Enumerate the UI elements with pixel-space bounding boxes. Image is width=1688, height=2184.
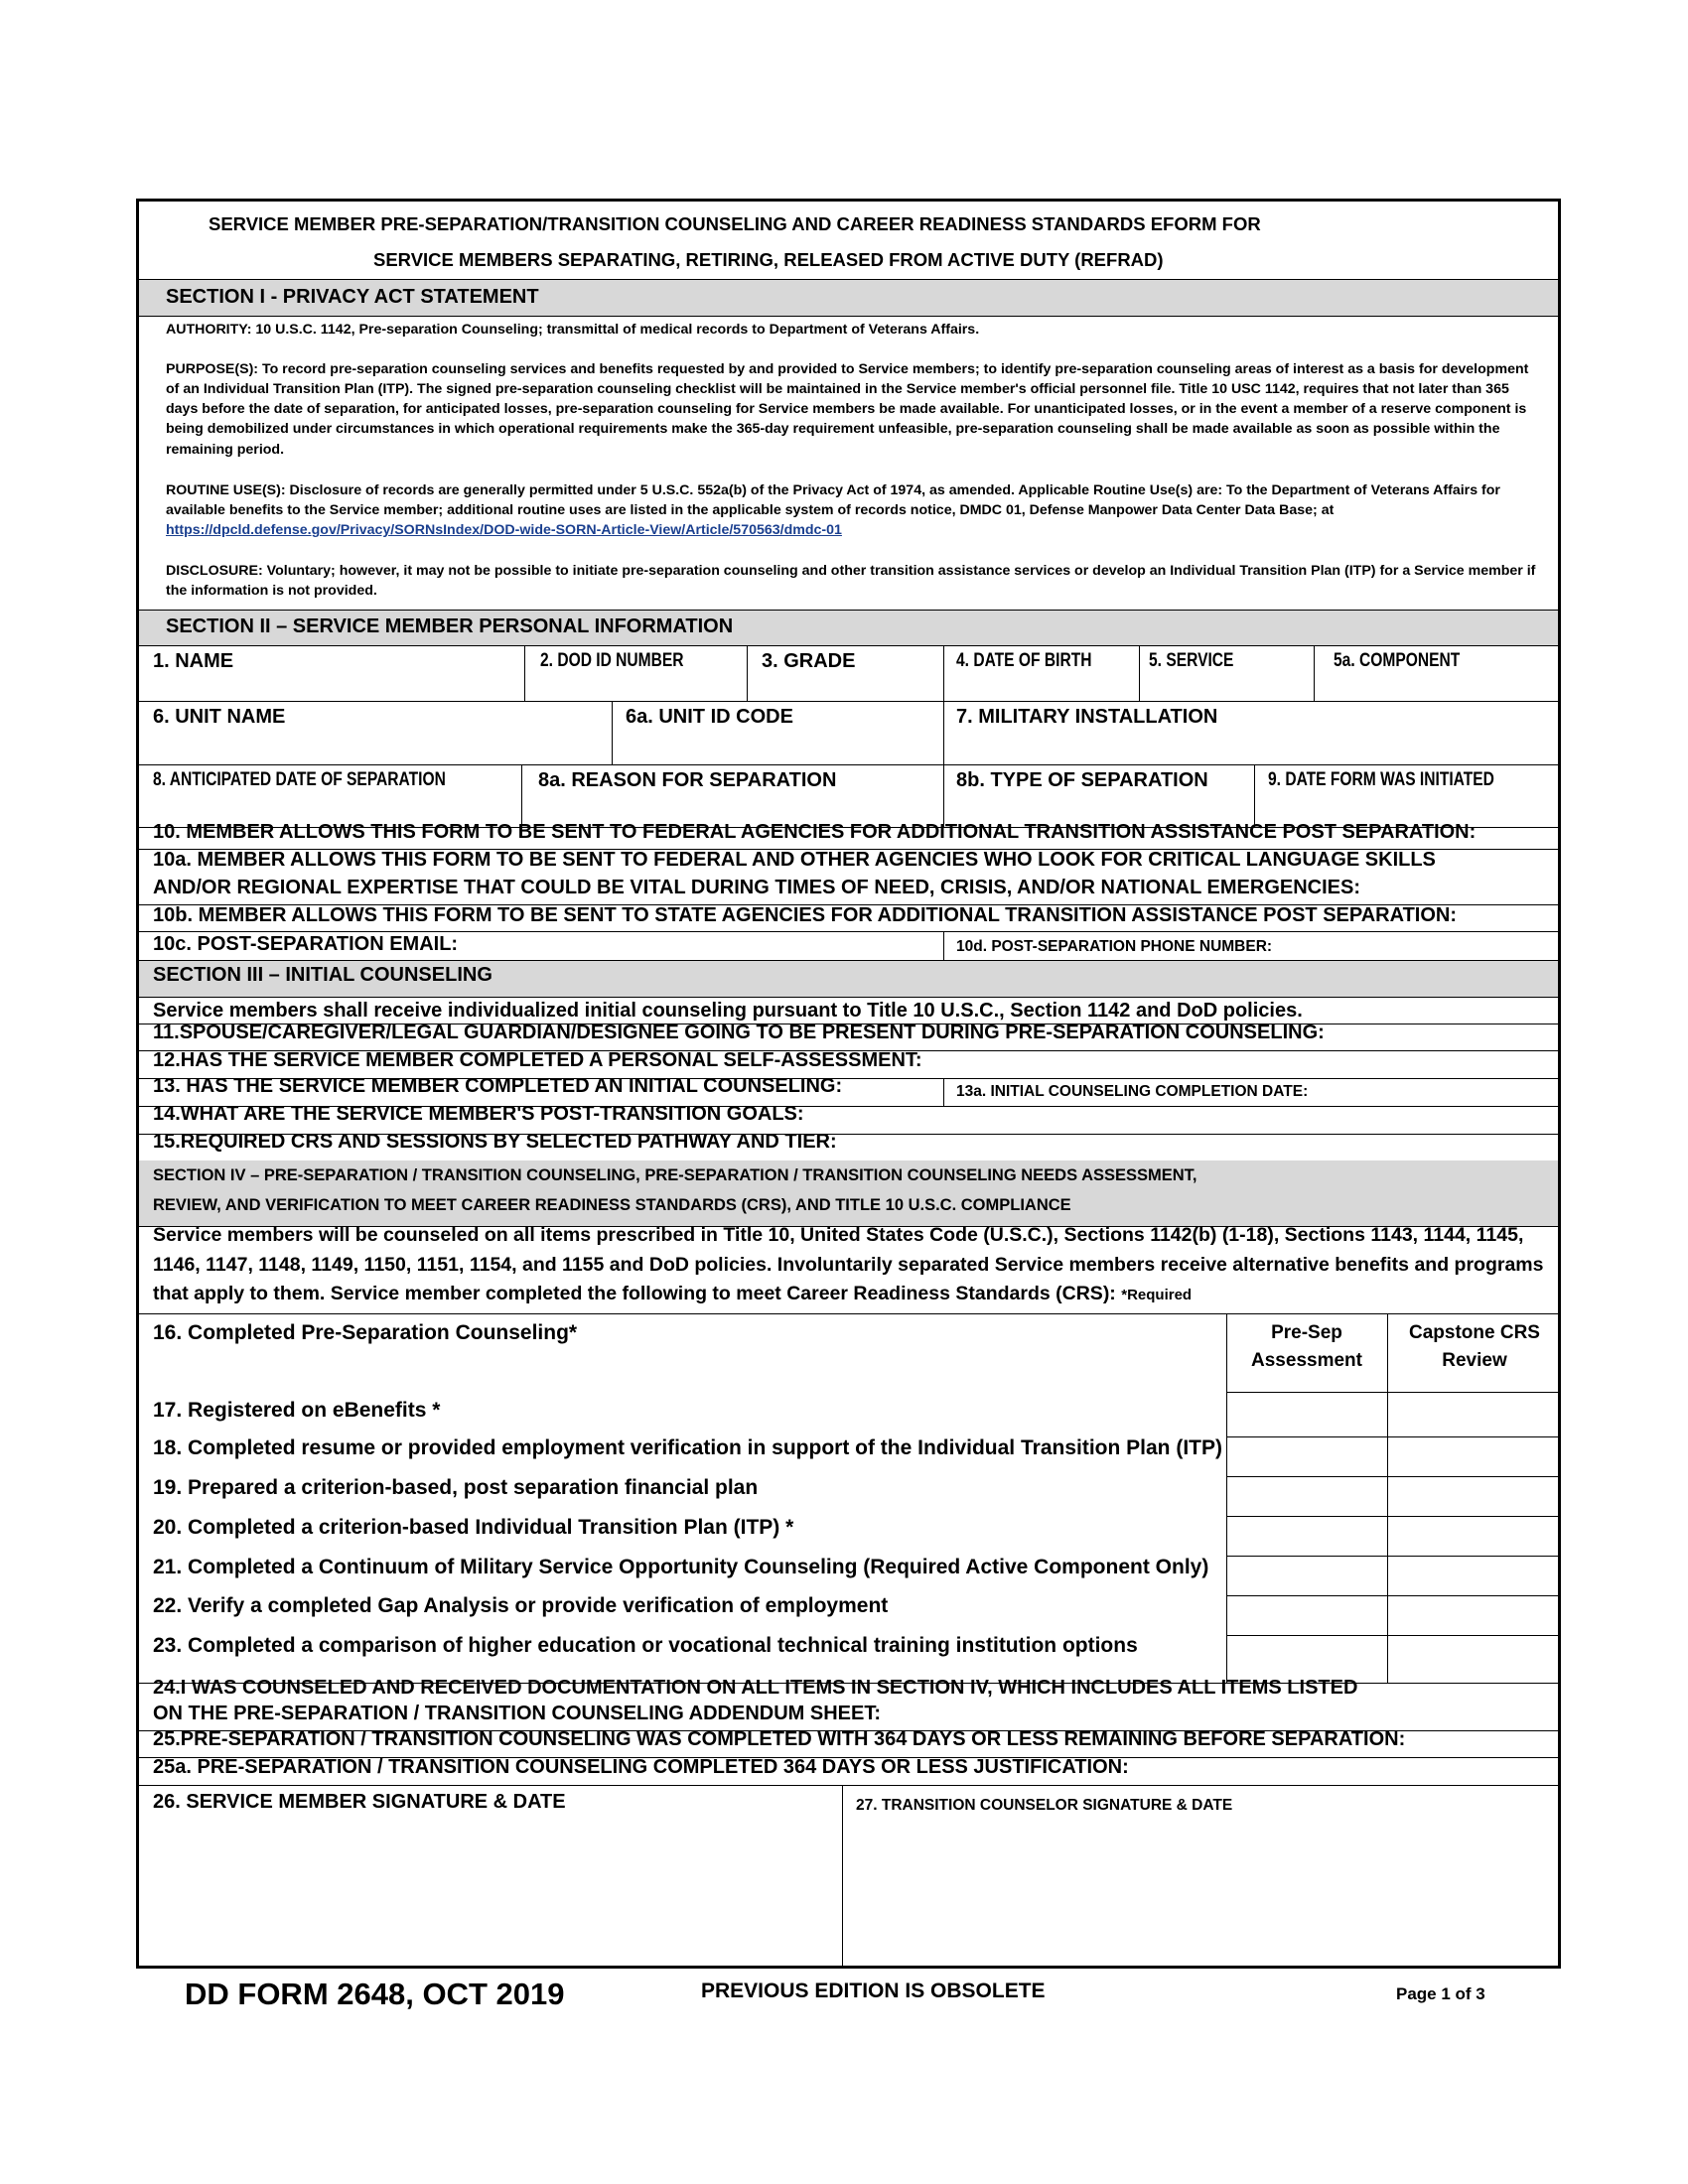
- sorn-link[interactable]: https://dpcld.defense.gov/Privacy/SORNsIndex/DOD-wide-SORN-Article-View/Article/570563/dmdc-01: [166, 522, 842, 539]
- field-10-federal-agencies[interactable]: 10. MEMBER ALLOWS THIS FORM TO BE SENT TO FEDERAL AGENCIES FOR ADDITIONAL TRANSITION ASSISTANCE POST SEPARATION:: [153, 821, 1477, 843]
- field-2-dod-id[interactable]: 2. DOD ID NUMBER: [540, 650, 684, 671]
- field-8-separation-date[interactable]: 8. ANTICIPATED DATE OF SEPARATION: [153, 769, 446, 790]
- section2-title: SECTION II – SERVICE MEMBER PERSONAL INFORMATION: [166, 615, 734, 637]
- section4-title-line2: REVIEW, AND VERIFICATION TO MEET CAREER READINESS STANDARDS (CRS), AND TITLE 10 U.S.C. COMPLIANCE: [153, 1196, 1071, 1214]
- form-title-line1: SERVICE MEMBER PRE-SEPARATION/TRANSITION COUNSELING AND CAREER READINESS STANDARDS EFORM FOR: [209, 213, 1261, 234]
- col-header-pre-sep: Pre-Sep Assessment: [1251, 1322, 1362, 1371]
- form-number: DD FORM 2648, OCT 2019: [185, 1977, 565, 2011]
- question-11-spouse[interactable]: 11.SPOUSE/CAREGIVER/LEGAL GUARDIAN/DESIGNEE GOING TO BE PRESENT DURING PRE-SEPARATION COUNSELING:: [153, 1022, 1325, 1043]
- item-19-financial-plan[interactable]: 19. Prepared a criterion-based, post separation financial plan: [153, 1476, 759, 1499]
- question-25a-justification[interactable]: 25a. PRE-SEPARATION / TRANSITION COUNSELING COMPLETED 364 DAYS OR LESS JUSTIFICATION:: [153, 1756, 1129, 1778]
- question-13-initial-counseling[interactable]: 13. HAS THE SERVICE MEMBER COMPLETED AN INITIAL COUNSELING:: [153, 1075, 843, 1097]
- field-5-service[interactable]: 5. SERVICE: [1149, 650, 1234, 671]
- question-12-self-assessment[interactable]: 12.HAS THE SERVICE MEMBER COMPLETED A PERSONAL SELF-ASSESSMENT:: [153, 1049, 922, 1071]
- field-10a-language-skills-line2: AND/OR REGIONAL EXPERTISE THAT COULD BE VITAL DURING TIMES OF NEED, CRISIS, AND/OR NATIONAL EMERGENCIES:: [153, 877, 1360, 898]
- field-5a-component[interactable]: 5a. COMPONENT: [1334, 650, 1461, 671]
- field-10c-email[interactable]: 10c. POST-SEPARATION EMAIL:: [153, 933, 459, 955]
- item-20-itp[interactable]: 20. Completed a criterion-based Individual Transition Plan (ITP) *: [153, 1516, 794, 1539]
- section3-intro: Service members shall receive individualized initial counseling pursuant to Title 10 U.S.C., Section 1142 and DoD policies.: [153, 1000, 1303, 1022]
- question-24-line1[interactable]: 24.I WAS COUNSELED AND RECEIVED DOCUMENTATION ON ALL ITEMS IN SECTION IV, WHICH INCLUDES ALL ITEMS LISTED: [153, 1677, 1358, 1699]
- field-3-grade[interactable]: 3. GRADE: [762, 650, 856, 672]
- question-15-required-crs[interactable]: 15.REQUIRED CRS AND SESSIONS BY SELECTED PATHWAY AND TIER:: [153, 1131, 837, 1153]
- item-22-gap-analysis[interactable]: 22. Verify a completed Gap Analysis or provide verification of employment: [153, 1594, 889, 1617]
- field-1-name[interactable]: 1. NAME: [153, 650, 234, 672]
- col-header-capstone: Capstone CRS Review: [1409, 1322, 1540, 1371]
- section3-title: SECTION III – INITIAL COUNSELING: [153, 964, 492, 986]
- field-4-date-of-birth[interactable]: 4. DATE OF BIRTH: [956, 650, 1092, 671]
- privacy-routine-uses: ROUTINE USE(S): Disclosure of records are generally permitted under 5 U.S.C. 552a(b) of the Privacy Act of 1974, as amended. Applicable Routine Use(s) are: To the Department of Veterans Affairs for available benefits to the Service member; additional routine uses are listed in the applicable system of records notice, DMDC 01, Defense Manpower Data Center Data Base; at https://dpcld.defense.gov/Privacy/SORNsIndex/DOD-wide-SORN-Article-View/Article/570563/dmdc-01: [166, 482, 1500, 539]
- field-9-date-initiated[interactable]: 9. DATE FORM WAS INITIATED: [1268, 769, 1494, 790]
- question-13a-completion-date[interactable]: 13a. INITIAL COUNSELING COMPLETION DATE:: [956, 1083, 1309, 1100]
- section4-title-line1: SECTION IV – PRE-SEPARATION / TRANSITION COUNSELING, PRE-SEPARATION / TRANSITION COUNSELING NEEDS ASSESSMENT,: [153, 1166, 1197, 1184]
- privacy-disclosure: DISCLOSURE: Voluntary; however, it may not be possible to initiate pre-separation counseling and other transition assistance services or develop an Individual Transition Plan (ITP) for a Service member if the information is not provided.: [166, 563, 1536, 600]
- privacy-authority: AUTHORITY: 10 U.S.C. 1142, Pre-separation Counseling; transmittal of medical records to Department of Veterans Affairs.: [166, 322, 980, 338]
- field-6-unit-name[interactable]: 6. UNIT NAME: [153, 706, 286, 728]
- item-16-pre-sep-counseling[interactable]: 16. Completed Pre-Separation Counseling*: [153, 1321, 578, 1344]
- field-10d-phone[interactable]: 10d. POST-SEPARATION PHONE NUMBER:: [956, 938, 1273, 955]
- item-18-resume[interactable]: 18. Completed resume or provided employment verification in support of the Individual Transition Plan (ITP): [153, 1436, 1222, 1459]
- item-23-education-comparison[interactable]: 23. Completed a comparison of higher education or vocational technical training institution options: [153, 1634, 1138, 1657]
- signature-26-service-member[interactable]: 26. SERVICE MEMBER SIGNATURE & DATE: [153, 1791, 566, 1813]
- field-6a-unit-id[interactable]: 6a. UNIT ID CODE: [626, 706, 793, 728]
- field-8b-type[interactable]: 8b. TYPE OF SEPARATION: [956, 769, 1208, 791]
- dd-form-2648: [136, 199, 1561, 1969]
- required-note: *Required: [1121, 1287, 1193, 1304]
- field-8a-reason[interactable]: 8a. REASON FOR SEPARATION: [538, 769, 837, 791]
- item-21-continuum[interactable]: 21. Completed a Continuum of Military Service Opportunity Counseling (Required Active Component Only): [153, 1556, 1209, 1578]
- signature-27-counselor[interactable]: 27. TRANSITION COUNSELOR SIGNATURE & DATE: [856, 1797, 1233, 1814]
- field-10a-language-skills-line1[interactable]: 10a. MEMBER ALLOWS THIS FORM TO BE SENT TO FEDERAL AND OTHER AGENCIES WHO LOOK FOR CRITICAL LANGUAGE SKILLS: [153, 849, 1436, 871]
- field-7-installation[interactable]: 7. MILITARY INSTALLATION: [956, 706, 1218, 728]
- question-24-line2: ON THE PRE-SEPARATION / TRANSITION COUNSELING ADDENDUM SHEET:: [153, 1703, 881, 1724]
- edition-note: PREVIOUS EDITION IS OBSOLETE: [701, 1979, 1046, 2002]
- privacy-purpose: PURPOSE(S): To record pre-separation counseling services and benefits requested by and provided to Service members; to identify pre-separation counseling areas of interest as a basis for development of an Individual Transition Plan (ITP). The signed pre-separation counseling checklist will be maintained in the Service member's official personnel file. Title 10 USC 1142, requires that not later than 365 days before the date of separation, for anticipated losses, pre-separation counseling for Service members be made available. For unanticipated losses, or in the event a member of a reserve component is being demobilized under circumstances in which operational requirements make the 365-day requirement unfeasible, pre-separation counseling shall be made available as soon as possible within the remaining period.: [166, 361, 1529, 458]
- field-10b-state-agencies[interactable]: 10b. MEMBER ALLOWS THIS FORM TO BE SENT TO STATE AGENCIES FOR ADDITIONAL TRANSITION ASSISTANCE POST SEPARATION:: [153, 904, 1458, 926]
- form-title-line2: SERVICE MEMBERS SEPARATING, RETIRING, RELEASED FROM ACTIVE DUTY (REFRAD): [373, 249, 1164, 270]
- section1-title: SECTION I - PRIVACY ACT STATEMENT: [166, 286, 539, 308]
- section4-intro: Service members will be counseled on all items prescribed in Title 10, United States Code (U.S.C.), Sections 1142(b) (1-18), Sections 1143, 1144, 1145, 1146, 1147, 1148, 1149, 1150, 1151, 1154, and 1155 and DoD policies. Involuntarily separated Service members receive alternative benefits and programs that apply to them. Service member completed the following to meet Career Readiness Standards (CRS): *Required: [153, 1224, 1544, 1305]
- item-17-ebenefits[interactable]: 17. Registered on eBenefits *: [153, 1399, 441, 1422]
- question-14-goals[interactable]: 14.WHAT ARE THE SERVICE MEMBER'S POST-TRANSITION GOALS:: [153, 1103, 804, 1125]
- page-number: Page 1 of 3: [1396, 1984, 1485, 2003]
- question-25-364-days[interactable]: 25.PRE-SEPARATION / TRANSITION COUNSELING WAS COMPLETED WITH 364 DAYS OR LESS REMAINING BEFORE SEPARATION:: [153, 1728, 1406, 1750]
